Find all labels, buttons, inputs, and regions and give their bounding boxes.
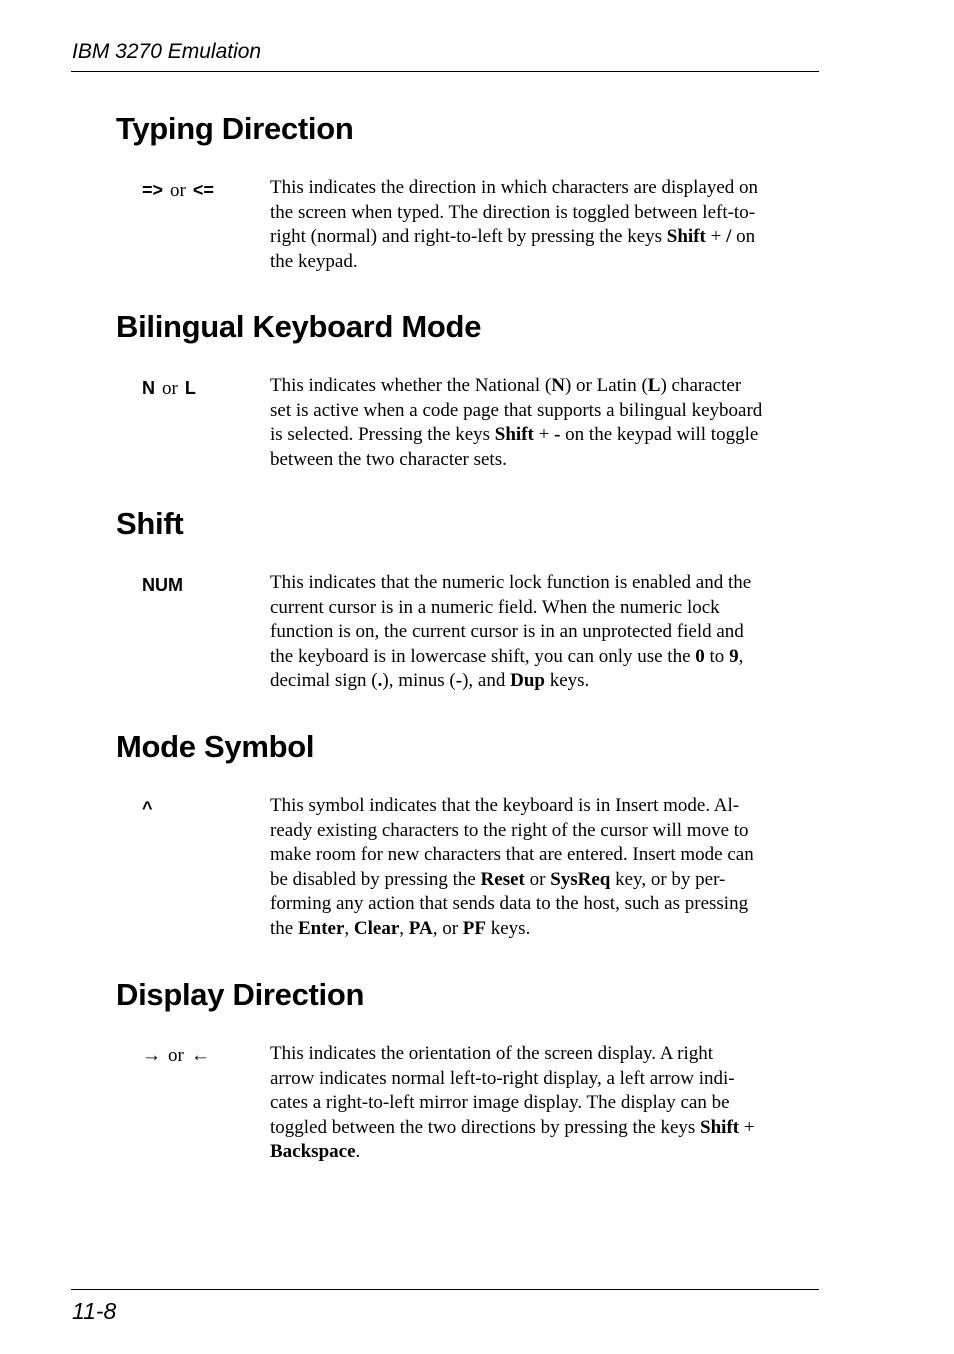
- definition-entry: [116, 571, 816, 694]
- text-run: ) character: [660, 375, 742, 396]
- description-line: cates a right-to-left mirror image display. The display can be: [270, 1092, 730, 1114]
- indicator-description: [270, 374, 800, 472]
- text-run: to: [704, 645, 730, 667]
- description-line: [270, 669, 800, 694]
- text-run: .: [355, 1141, 361, 1163]
- key-name: L: [647, 375, 661, 396]
- text-run: This indicates whether the National (: [270, 375, 552, 396]
- indicator-description: [270, 1042, 800, 1165]
- section-heading: Display Direction: [116, 977, 365, 1012]
- description-line: [270, 1140, 800, 1165]
- description-line: [270, 645, 800, 670]
- footer-rule: [71, 1289, 819, 1290]
- text-run: ,: [738, 645, 744, 667]
- text-run: is selected. Pressing the keys: [270, 424, 495, 446]
- running-header: IBM 3270 Emulation: [72, 40, 262, 63]
- key-name: Shift: [666, 226, 706, 248]
- description-line: between the two character sets.: [270, 448, 507, 470]
- key-name: N: [551, 375, 565, 396]
- key-name: -: [455, 670, 463, 692]
- text-run: right (normal) and right-to-left by pressing the keys: [270, 226, 667, 248]
- text-run: +: [705, 226, 727, 248]
- section-heading: Mode Symbol: [116, 729, 315, 764]
- key-name: PA: [408, 917, 433, 939]
- indicator-term: [142, 376, 196, 402]
- section-shift: [116, 506, 816, 694]
- indicator-symbol: N: [142, 378, 155, 398]
- text-run: be disabled by pressing the: [270, 868, 481, 890]
- text-run: ), and: [462, 670, 511, 692]
- indicator-term: [142, 573, 183, 599]
- indicator-description: [270, 176, 800, 274]
- key-name: Enter: [297, 917, 345, 939]
- key-name: 0: [695, 645, 705, 667]
- text-run: ), minus (: [382, 670, 456, 692]
- text-run: keys.: [544, 670, 590, 692]
- indicator-description: [270, 571, 800, 694]
- text-run: ,: [344, 917, 354, 939]
- key-name: Shift: [700, 1116, 740, 1138]
- text-run: on the keypad will toggle: [560, 424, 759, 446]
- description-line: current cursor is in a numeric field. When the numeric lock: [270, 596, 720, 618]
- page-number: 11-8: [72, 1298, 117, 1324]
- section-bilingual-keyboard-mode: [116, 309, 816, 472]
- key-name: PF: [462, 917, 486, 939]
- definition-entry: [116, 1042, 816, 1165]
- indicator-term: [142, 1044, 210, 1069]
- section-display-direction: [116, 977, 816, 1165]
- description-line: forming any action that sends data to the host, such as pressing: [270, 893, 749, 915]
- header-rule: [71, 71, 819, 72]
- left-arrow-icon: ←: [190, 1045, 210, 1066]
- section-heading: Bilingual Keyboard Mode: [116, 309, 482, 344]
- key-name: -: [554, 424, 561, 446]
- text-run: +: [533, 424, 555, 446]
- text-run: toggled between the two directions by pressing the keys: [270, 1116, 701, 1138]
- description-line: the keypad.: [270, 250, 358, 272]
- text-run: keys.: [486, 917, 531, 939]
- description-line: [270, 868, 800, 893]
- description-line: This indicates the direction in which characters are displayed on: [270, 177, 759, 198]
- description-line: function is on, the current cursor is in an unprotected field and: [270, 621, 744, 643]
- definition-entry: [116, 794, 816, 942]
- indicator-symbol: NUM: [142, 575, 183, 595]
- key-name: 9: [729, 645, 739, 667]
- indicator-term: [142, 796, 153, 822]
- description-line: [270, 423, 800, 448]
- section-heading: Typing Direction: [116, 111, 354, 146]
- text-run: ) or Latin (: [564, 375, 648, 396]
- description-line: This indicates the orientation of the screen display. A right: [270, 1043, 714, 1064]
- description-line: make room for new characters that are entered. Insert mode can: [270, 844, 754, 866]
- key-name: Shift: [494, 424, 534, 446]
- text-run: , or: [432, 917, 463, 939]
- indicator-symbol: =>: [142, 180, 164, 200]
- text-run: or: [524, 868, 551, 890]
- definition-entry: [116, 176, 816, 274]
- section-mode-symbol: [116, 729, 816, 942]
- key-name: .: [377, 670, 383, 692]
- description-line: [270, 374, 800, 399]
- right-arrow-icon: →: [142, 1045, 161, 1066]
- key-name: Reset: [480, 868, 525, 890]
- text-run: decimal sign (: [270, 670, 378, 692]
- text-run: key, or by per-: [610, 868, 726, 890]
- definition-entry: [116, 374, 816, 472]
- description-line: [270, 917, 800, 942]
- text-run: +: [739, 1116, 755, 1138]
- text-run: the: [270, 917, 298, 939]
- key-name: Backspace: [270, 1141, 356, 1163]
- section-typing-direction: [116, 111, 816, 274]
- indicator-or: or: [168, 1045, 184, 1066]
- description-line: ready existing characters to the right of the cursor will move to: [270, 819, 749, 841]
- indicator-or: or: [170, 180, 186, 201]
- indicator-symbol: <=: [192, 180, 214, 200]
- description-line: [270, 225, 800, 250]
- text-run: on: [731, 226, 756, 248]
- description-line: set is active when a code page that supports a bilingual keyboard: [270, 399, 763, 421]
- description-line: This symbol indicates that the keyboard is in Insert mode. Al-: [270, 795, 740, 816]
- key-name: Dup: [510, 670, 545, 692]
- description-line: This indicates that the numeric lock function is enabled and the: [270, 572, 752, 593]
- key-name: SysReq: [550, 868, 611, 890]
- description-line: [270, 1116, 800, 1141]
- indicator-symbol: L: [184, 378, 196, 398]
- indicator-symbol: ^: [142, 798, 153, 818]
- section-heading: Shift: [116, 506, 184, 541]
- description-line: the screen when typed. The direction is toggled between left-to-: [270, 201, 756, 223]
- text-run: ,: [399, 917, 409, 939]
- key-name: Clear: [353, 917, 400, 939]
- indicator-term: [142, 178, 214, 204]
- description-line: arrow indicates normal left-to-right display, a left arrow indi-: [270, 1067, 735, 1089]
- text-run: the keyboard is in lowercase shift, you can only use the: [270, 645, 696, 667]
- indicator-description: [270, 794, 800, 942]
- key-name: /: [726, 226, 732, 248]
- indicator-or: or: [162, 378, 178, 399]
